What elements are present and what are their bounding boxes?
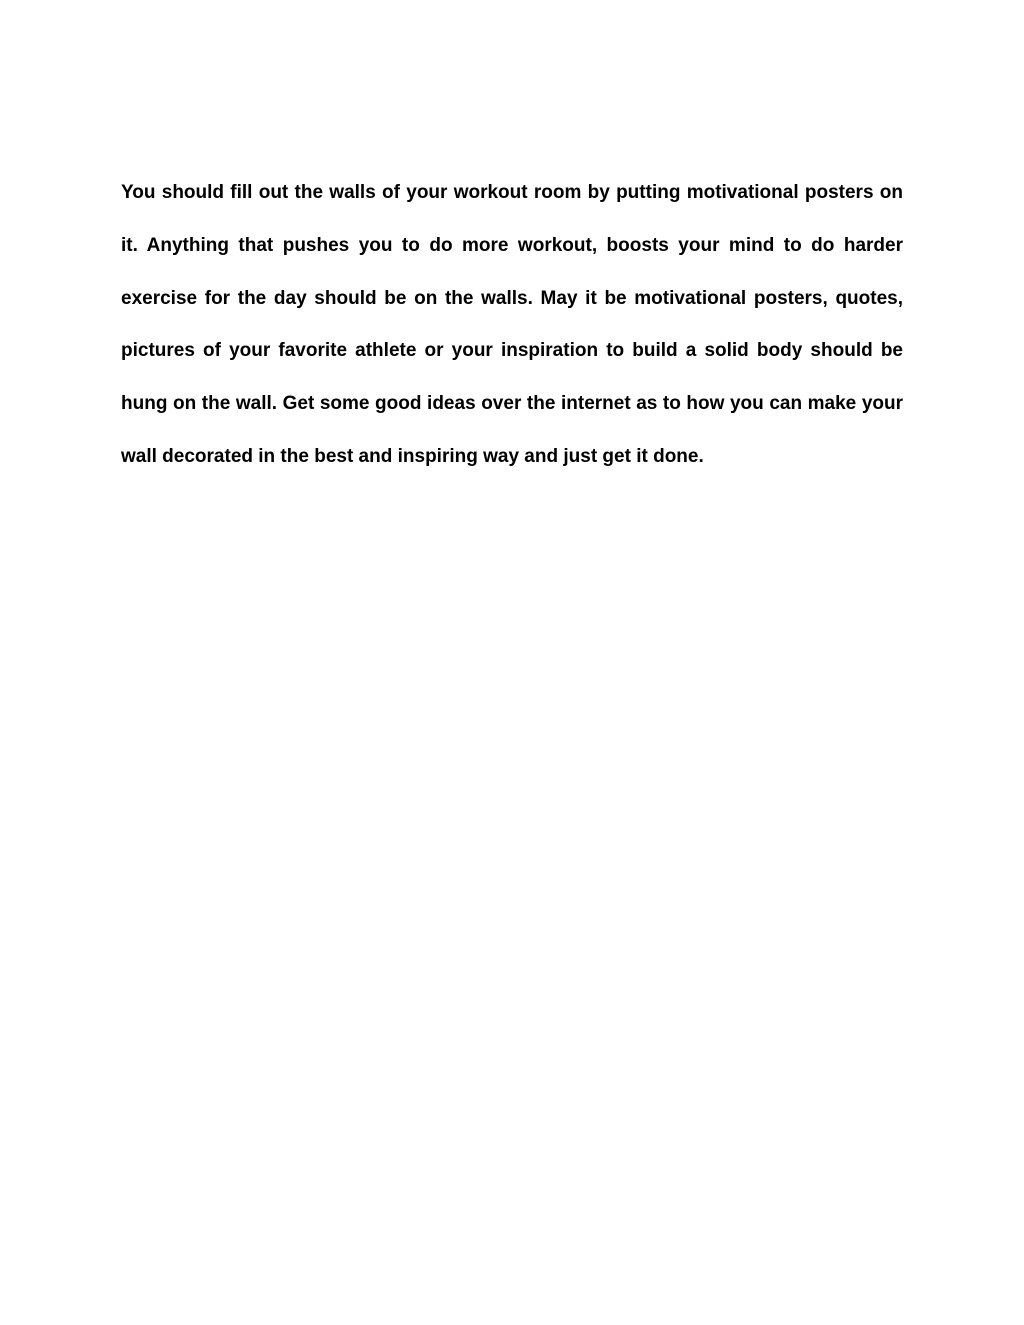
body-paragraph: You should fill out the walls of your workout room by putting motivational posters on it. Anything that pushes you to do more workout, boosts your mind to do harder exercise for the day should be on the walls. May it be motivational posters, quotes, pictures of your favorite athlete or your inspiration to build a solid body should be hung on the wall. Get some good ideas over the internet as to how you can make your wall decorated in the best and inspiring way and just get it done. xyxy=(121,182,903,467)
